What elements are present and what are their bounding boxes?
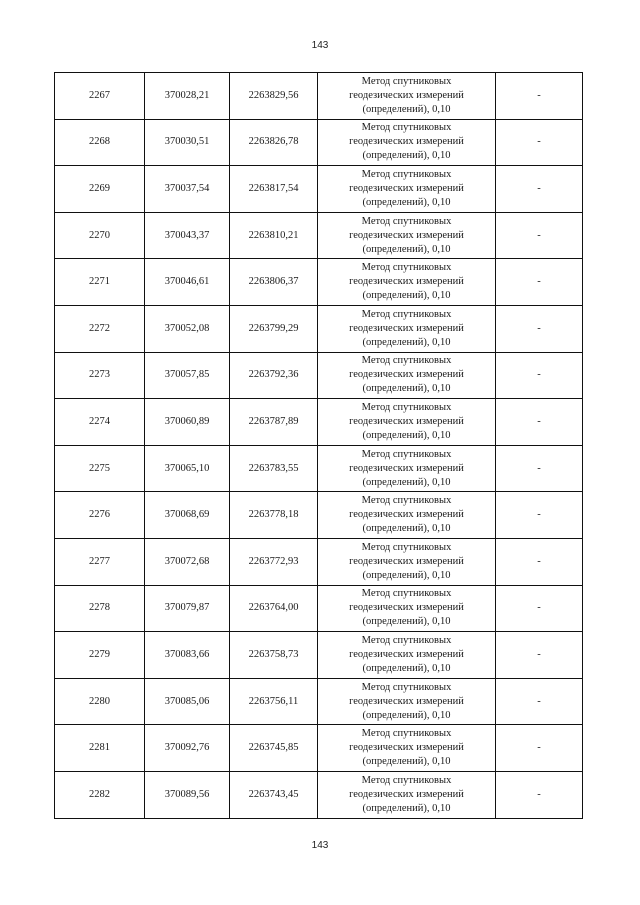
point-number-cell: 2268	[55, 119, 145, 166]
description-cell: -	[496, 445, 583, 492]
table-row	[55, 725, 583, 772]
y-coordinate-cell: 2263783,55	[230, 445, 318, 492]
method-line: геодезических измерений	[349, 276, 464, 288]
x-coordinate-cell: 370046,61	[145, 259, 230, 306]
method-line: Метод спутниковых	[361, 75, 452, 87]
method-line: Метод спутниковых	[361, 401, 452, 413]
method-line: геодезических измерений	[349, 136, 464, 148]
method-cell	[318, 678, 496, 725]
description-cell: -	[496, 538, 583, 585]
point-number-cell: 2272	[55, 305, 145, 352]
method-cell	[318, 119, 496, 166]
method-line: Метод спутниковых	[361, 122, 452, 134]
x-coordinate-cell: 370028,21	[145, 73, 230, 120]
method-line: Метод спутниковых	[361, 215, 452, 227]
point-number-cell: 2279	[55, 632, 145, 679]
method-line: геодезических измерений	[349, 602, 464, 614]
method-cell	[318, 725, 496, 772]
method-line: геодезических измерений	[349, 229, 464, 241]
description-cell: -	[496, 259, 583, 306]
y-coordinate-cell: 2263764,00	[230, 585, 318, 632]
method-line: (определений), 0,10	[362, 569, 451, 581]
description-cell: -	[496, 771, 583, 818]
method-line: геодезических измерений	[349, 555, 464, 567]
method-line: (определений), 0,10	[362, 523, 451, 535]
method-line: Метод спутниковых	[361, 728, 452, 740]
method-cell	[318, 259, 496, 306]
point-number-cell: 2281	[55, 725, 145, 772]
y-coordinate-cell: 2263778,18	[230, 492, 318, 539]
coordinates-table-body	[55, 73, 583, 819]
method-line: геодезических измерений	[349, 509, 464, 521]
y-coordinate-cell: 2263817,54	[230, 166, 318, 213]
point-number-cell: 2275	[55, 445, 145, 492]
method-line: Метод спутниковых	[361, 634, 452, 646]
x-coordinate-cell: 370060,89	[145, 399, 230, 446]
method-line: Метод спутниковых	[361, 308, 452, 320]
description-cell: -	[496, 492, 583, 539]
x-coordinate-cell: 370065,10	[145, 445, 230, 492]
x-coordinate-cell: 370092,76	[145, 725, 230, 772]
description-cell: -	[496, 678, 583, 725]
table-row	[55, 445, 583, 492]
method-line: (определений), 0,10	[362, 756, 451, 768]
point-number-cell: 2267	[55, 73, 145, 120]
method-cell	[318, 585, 496, 632]
point-number-cell: 2273	[55, 352, 145, 399]
method-cell	[318, 445, 496, 492]
method-line: (определений), 0,10	[362, 243, 451, 255]
method-line: Метод спутниковых	[361, 168, 452, 180]
description-cell: -	[496, 73, 583, 120]
method-line: Метод спутниковых	[361, 355, 452, 367]
table-row	[55, 305, 583, 352]
y-coordinate-cell: 2263756,11	[230, 678, 318, 725]
description-cell: -	[496, 119, 583, 166]
method-line: геодезических измерений	[349, 695, 464, 707]
method-line: геодезических измерений	[349, 322, 464, 334]
table-row	[55, 259, 583, 306]
table-row	[55, 492, 583, 539]
page-number-top: 143	[311, 40, 329, 51]
method-cell	[318, 212, 496, 259]
table-row	[55, 678, 583, 725]
table-row	[55, 538, 583, 585]
x-coordinate-cell: 370083,66	[145, 632, 230, 679]
description-cell: -	[496, 212, 583, 259]
method-cell	[318, 352, 496, 399]
y-coordinate-cell: 2263745,85	[230, 725, 318, 772]
x-coordinate-cell: 370068,69	[145, 492, 230, 539]
table-row	[55, 119, 583, 166]
method-line: Метод спутниковых	[361, 681, 452, 693]
table-row	[55, 399, 583, 446]
method-line: (определений), 0,10	[362, 150, 451, 162]
method-line: геодезических измерений	[349, 462, 464, 474]
method-cell	[318, 305, 496, 352]
table-row	[55, 73, 583, 120]
table-row	[55, 585, 583, 632]
y-coordinate-cell: 2263743,45	[230, 771, 318, 818]
x-coordinate-cell: 370057,85	[145, 352, 230, 399]
method-line: геодезических измерений	[349, 415, 464, 427]
method-cell	[318, 73, 496, 120]
method-cell	[318, 771, 496, 818]
method-cell	[318, 538, 496, 585]
point-number-cell: 2282	[55, 771, 145, 818]
description-cell: -	[496, 352, 583, 399]
table-row	[55, 352, 583, 399]
description-cell: -	[496, 585, 583, 632]
point-number-cell: 2274	[55, 399, 145, 446]
method-line: Метод спутниковых	[361, 262, 452, 274]
point-number-cell: 2277	[55, 538, 145, 585]
x-coordinate-cell: 370085,06	[145, 678, 230, 725]
point-number-cell: 2280	[55, 678, 145, 725]
description-cell: -	[496, 632, 583, 679]
description-cell: -	[496, 305, 583, 352]
method-line: (определений), 0,10	[362, 662, 451, 674]
x-coordinate-cell: 370052,08	[145, 305, 230, 352]
description-cell: -	[496, 399, 583, 446]
x-coordinate-cell: 370089,56	[145, 771, 230, 818]
y-coordinate-cell: 2263772,93	[230, 538, 318, 585]
method-line: (определений), 0,10	[362, 196, 451, 208]
method-line: (определений), 0,10	[362, 383, 451, 395]
method-line: (определений), 0,10	[362, 429, 451, 441]
point-number-cell: 2271	[55, 259, 145, 306]
y-coordinate-cell: 2263758,73	[230, 632, 318, 679]
method-line: Метод спутниковых	[361, 541, 452, 553]
method-line: геодезических измерений	[349, 369, 464, 381]
method-line: геодезических измерений	[349, 182, 464, 194]
page-number-bottom: 143	[311, 840, 329, 851]
y-coordinate-cell: 2263799,29	[230, 305, 318, 352]
method-line: (определений), 0,10	[362, 290, 451, 302]
method-line: геодезических измерений	[349, 742, 464, 754]
method-cell	[318, 166, 496, 213]
y-coordinate-cell: 2263792,36	[230, 352, 318, 399]
y-coordinate-cell: 2263806,37	[230, 259, 318, 306]
table-row	[55, 771, 583, 818]
method-line: Метод спутниковых	[361, 448, 452, 460]
x-coordinate-cell: 370072,68	[145, 538, 230, 585]
method-line: (определений), 0,10	[362, 336, 451, 348]
x-coordinate-cell: 370043,37	[145, 212, 230, 259]
x-coordinate-cell: 370079,87	[145, 585, 230, 632]
table-row	[55, 632, 583, 679]
y-coordinate-cell: 2263829,56	[230, 73, 318, 120]
method-line: геодезических измерений	[349, 89, 464, 101]
method-line: геодезических измерений	[349, 648, 464, 660]
method-line: геодезических измерений	[349, 788, 464, 800]
table-row	[55, 212, 583, 259]
method-line: (определений), 0,10	[362, 709, 451, 721]
method-cell	[318, 492, 496, 539]
table-row	[55, 166, 583, 213]
method-line: (определений), 0,10	[362, 616, 451, 628]
description-cell: -	[496, 166, 583, 213]
y-coordinate-cell: 2263810,21	[230, 212, 318, 259]
x-coordinate-cell: 370030,51	[145, 119, 230, 166]
point-number-cell: 2269	[55, 166, 145, 213]
point-number-cell: 2278	[55, 585, 145, 632]
x-coordinate-cell: 370037,54	[145, 166, 230, 213]
y-coordinate-cell: 2263826,78	[230, 119, 318, 166]
description-cell: -	[496, 725, 583, 772]
point-number-cell: 2270	[55, 212, 145, 259]
method-line: Метод спутниковых	[361, 495, 452, 507]
method-line: Метод спутниковых	[361, 774, 452, 786]
method-line: Метод спутниковых	[361, 588, 452, 600]
method-line: (определений), 0,10	[362, 802, 451, 814]
coordinates-table	[54, 72, 583, 819]
method-line: (определений), 0,10	[362, 476, 451, 488]
method-cell	[318, 399, 496, 446]
y-coordinate-cell: 2263787,89	[230, 399, 318, 446]
point-number-cell: 2276	[55, 492, 145, 539]
method-line: (определений), 0,10	[362, 103, 451, 115]
method-cell	[318, 632, 496, 679]
